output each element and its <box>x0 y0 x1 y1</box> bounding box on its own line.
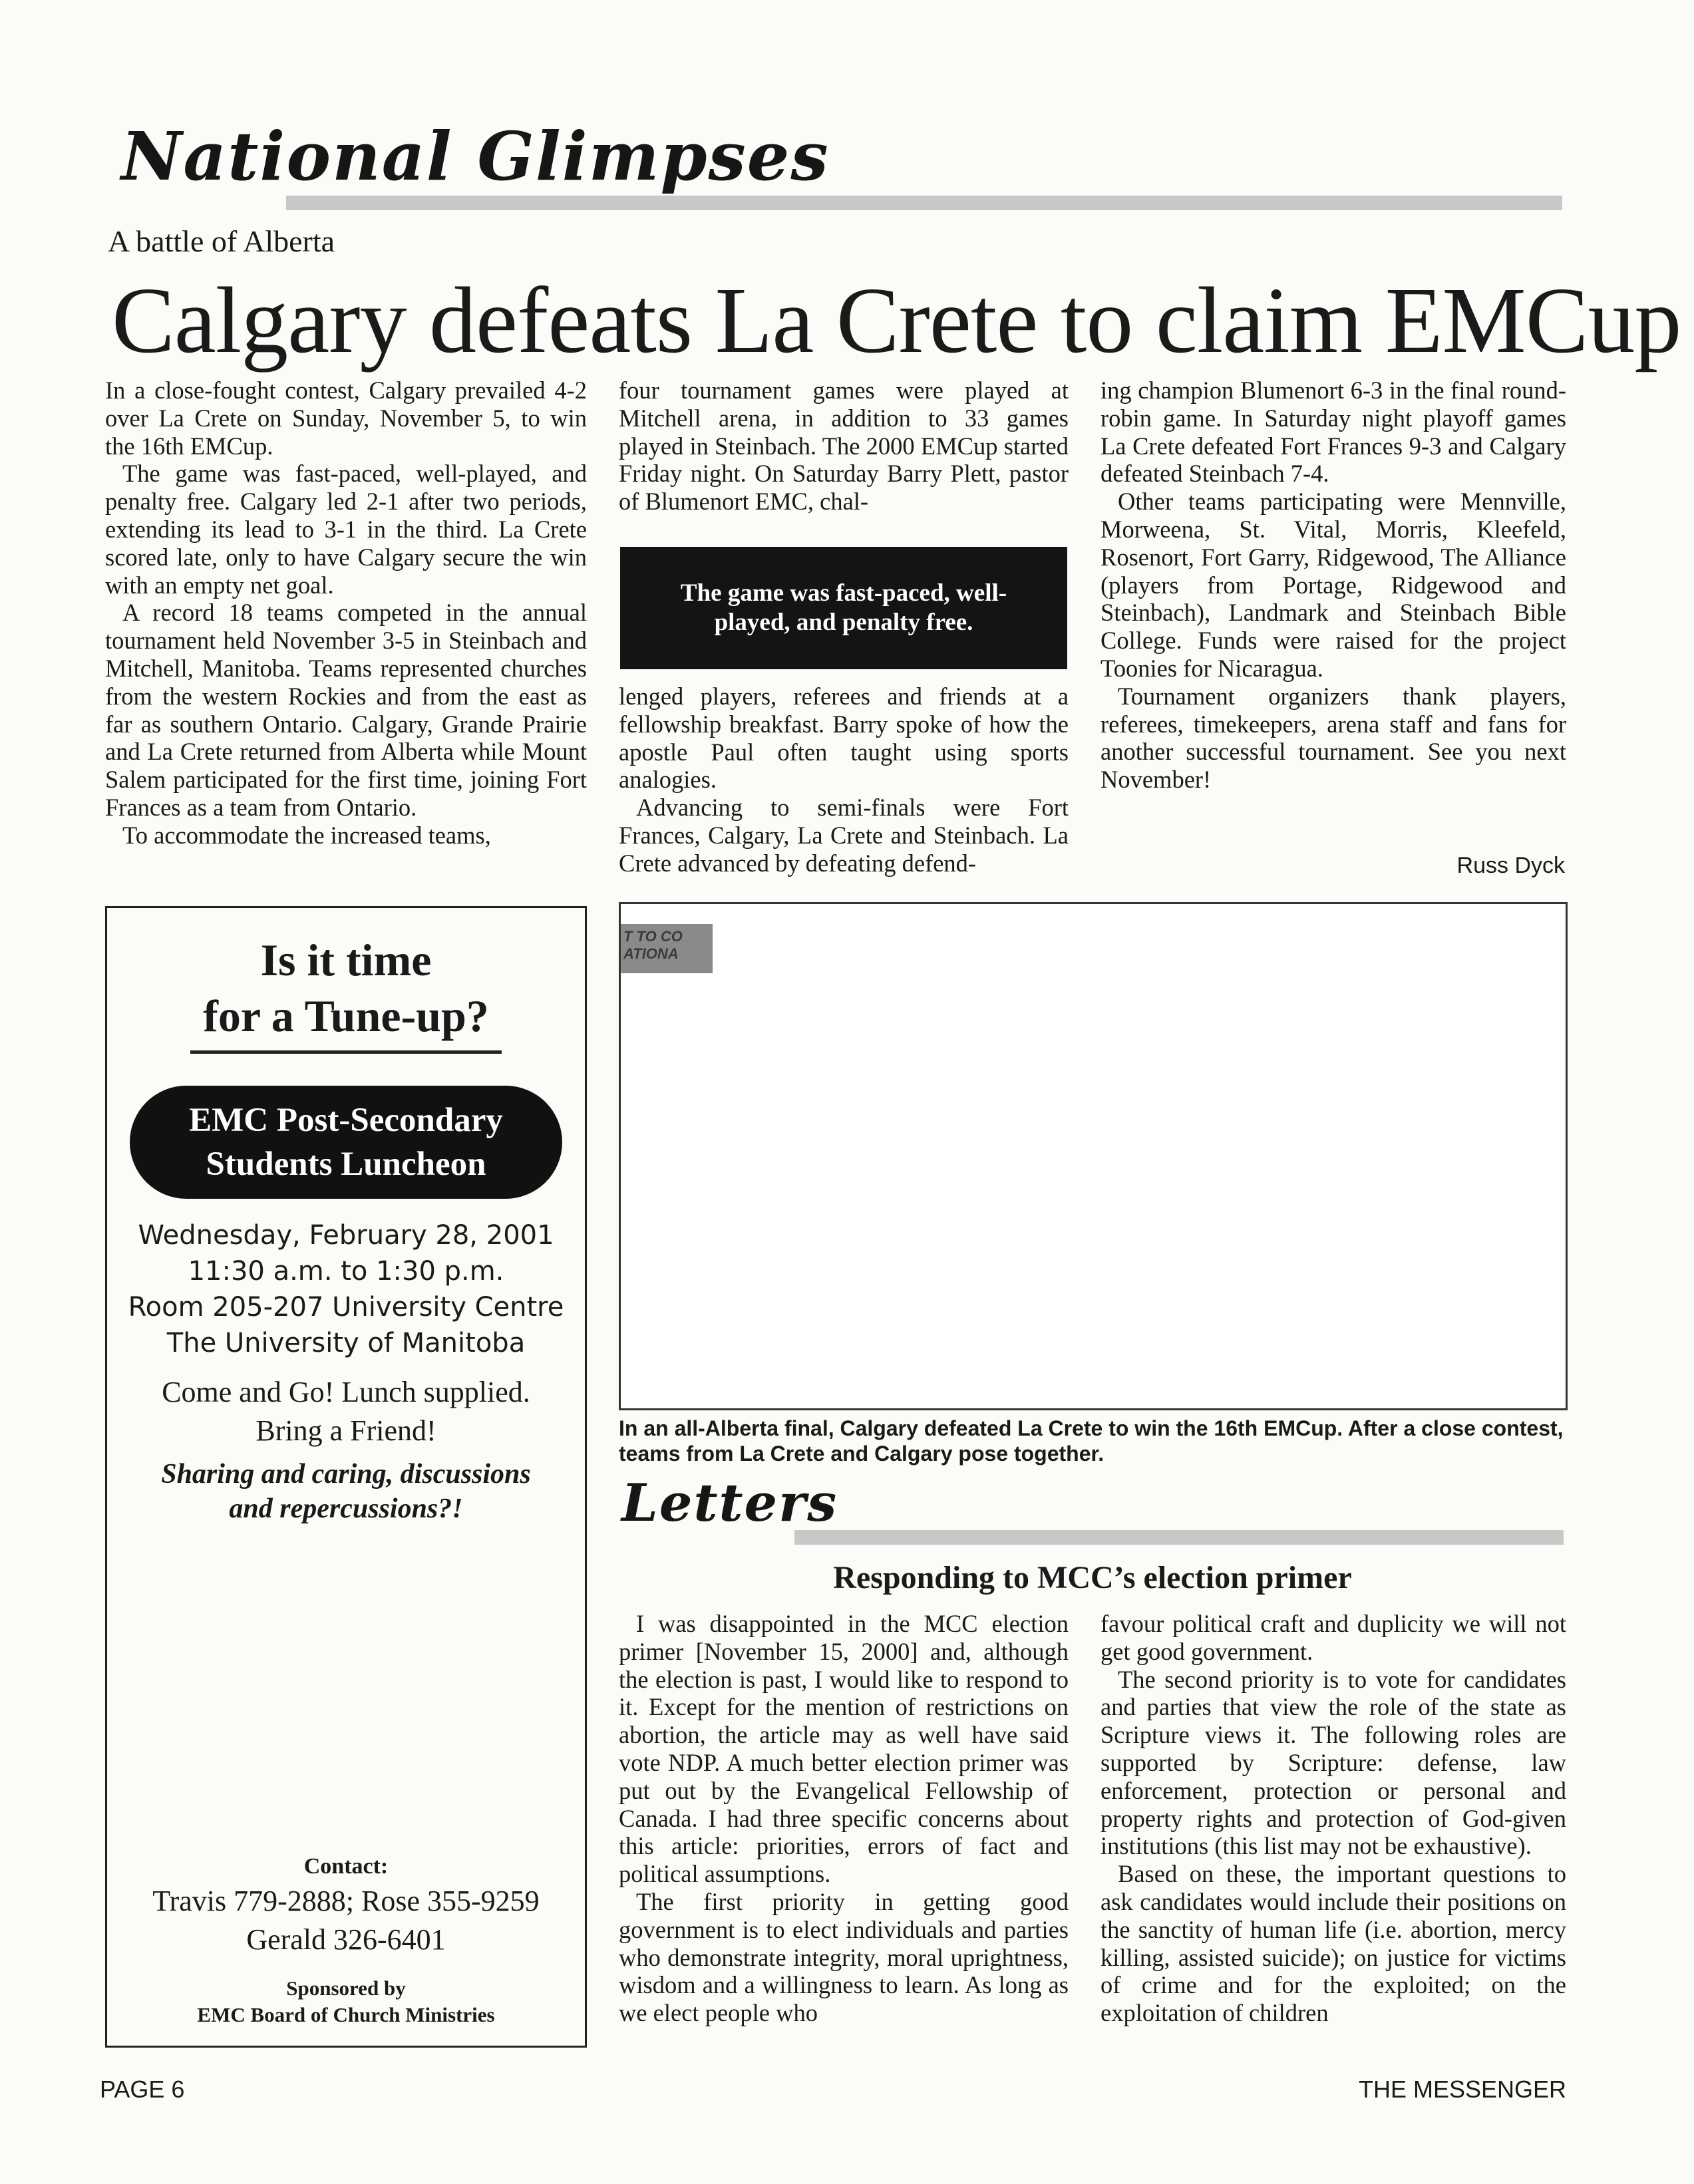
ad-title <box>107 932 585 1044</box>
paragraph: The second priority is to vote for candidates and parties that view the role of the state as Scripture views it. The following roles are supported by Scripture: defense, law enforcement, protection or personal and property rights and protection of God-given institutions (this list may not be exhaustive). <box>1101 1665 1566 1860</box>
section-title: National Glimpses <box>121 117 830 196</box>
ad-bring: Bring a Friend! <box>255 1414 436 1447</box>
ad-venue: The University of Manitoba <box>166 1328 526 1358</box>
ad-contact-label: Contact: <box>303 1854 389 1879</box>
section-rule <box>286 196 1562 210</box>
paragraph: Tournament organizers thank players, referees, timekeepers, arena staff and fans for another successful tournament. See you next November! <box>1101 682 1566 794</box>
article-column-3 <box>1101 377 1566 794</box>
ad-date: Wednesday, February 28, 2001 <box>138 1220 554 1251</box>
ad-title-line: for a Tune-up? <box>203 991 489 1041</box>
paragraph: Other teams participating were Mennville, Morweena, St. Vital, Morris, Kleefeld, Rosenort, Fort Garry, Ridgewood, The Alliance (players from Portage, Ridgewood and Steinbach), Landmark and Steinbach Bible College. Funds were raised for the project Toonies for Nicaragua. <box>1101 488 1566 682</box>
letter-column-1 <box>619 1610 1069 2027</box>
paragraph: favour political craft and duplicity we will not get good government. <box>1101 1610 1566 1665</box>
ad-invitation <box>107 1373 585 1450</box>
letters-headline: Responding to MCC’s election primer <box>833 1560 1352 1595</box>
paragraph: ing champion Blumenort 6-3 in the final round-robin game. In Saturday night playoff games La Crete defeated Fort Frances 9-3 and Calgary defeated Steinbach 7-4. <box>1101 377 1566 488</box>
paragraph: The first priority in getting good government is to elect individuals and parties who demonstrate integrity, moral uprightness, wisdom and a willingness to learn. As long as we elect people who <box>619 1887 1069 2027</box>
page-number: PAGE 6 <box>100 2076 185 2103</box>
ad-oval-line: EMC Post-Secondary <box>189 1102 503 1139</box>
ad-tagline <box>107 1457 585 1526</box>
paragraph: A record 18 teams competed in the annual tournament held November 3-5 in Steinbach and Mitchell, Manitoba. Teams represented churches from the western Rockies and from the east as far as southern Ontario. Calgary, Grande Prairie and La Crete returned from Alberta while Mount Salem participated for the first time, joining Fort Frances as a team from Ontario. <box>105 599 587 821</box>
ad-sponsor-label: Sponsored by <box>286 1976 406 2000</box>
ad-contact-line: Travis 779-2888; Rose 355-9259 <box>152 1885 540 1917</box>
paragraph: Advancing to semi-finals were Fort Frances, Calgary, La Crete and Steinbach. La Crete advanced by defeating defend- <box>619 794 1069 877</box>
ad-contact-line: Gerald 326-6401 <box>246 1923 446 1956</box>
byline: Russ Dyck <box>1456 853 1565 878</box>
headline: Calgary defeats La Crete to claim EMCup <box>112 267 1681 373</box>
ad-tagline-line: and repercussions?! <box>229 1493 463 1524</box>
ad-oval-banner <box>130 1086 562 1199</box>
ad-event-details <box>107 1217 585 1361</box>
luncheon-ad <box>105 906 587 2048</box>
ad-tagline-line: Sharing and caring, discussions <box>161 1459 531 1489</box>
pull-quote-text: The game was fast-paced, well-played, and penalty free. <box>680 579 1007 636</box>
photo-banner-fragment <box>621 924 713 973</box>
ad-time: 11:30 a.m. to 1:30 p.m. <box>188 1256 504 1287</box>
paragraph: four tournament games were played at Mitchell arena, in addition to 33 games played in Steinbach. The 2000 EMCup started Friday night. On Saturday Barry Plett, pastor of Blumenort EMC, chal- <box>619 377 1069 516</box>
paragraph: The game was fast-paced, well-played, and penalty free. Calgary led 2-1 after two periods, extending its lead to 3-1 in the third. La Crete scored late, only to have Calgary secure the win with an empty net goal. <box>105 460 587 599</box>
ad-title-line: Is it time <box>260 935 432 985</box>
kicker: A battle of Alberta <box>108 224 335 258</box>
publication-name: THE MESSENGER <box>1358 2076 1566 2103</box>
ad-oval-line: Students Luncheon <box>206 1146 486 1183</box>
letters-rule <box>794 1530 1564 1545</box>
pull-quote <box>620 547 1067 669</box>
paragraph: lenged players, referees and friends at a fellowship breakfast. Barry spoke of how the apostle Paul often taught using sports analogies. <box>619 683 1069 794</box>
paragraph: Based on these, the important questions to ask candidates would include their positions on the sanctity of human life (i.e. abortion, mercy killing, assisted suicide); on justice for victims of crime and for the exploited; on the exploitation of children <box>1101 1860 1566 2027</box>
article-column-1 <box>105 377 587 850</box>
photo-caption: In an all-Alberta final, Calgary defeated La Crete to win the 16th EMCup. After a close contest, teams from La Crete and Calgary pose together. <box>619 1416 1564 1466</box>
photo-fragment-line: ATIONA <box>623 945 679 962</box>
article-column-2-continued <box>619 683 1069 877</box>
letters-title: Letters <box>621 1473 838 1533</box>
paragraph: I was disappointed in the MCC election primer [November 15, 2000] and, although the election is past, I would like to respond to it. Except for the mention of restrictions on abortion, the article may as well have said vote NDP. A much better election primer was put out by the Evangelical Fellowship of Canada. I had three specific concerns about this article: priorities, errors of fact and political assumptions. <box>619 1610 1069 1888</box>
letter-column-2 <box>1101 1610 1566 2027</box>
ad-sponsor <box>107 1975 585 2028</box>
paragraph: In a close-fought contest, Calgary prevailed 4-2 over La Crete on Sunday, November 5, to win the 16th EMCup. <box>105 377 587 460</box>
team-photo <box>619 902 1568 1410</box>
ad-sponsor-name: EMC Board of Church Ministries <box>197 2003 495 2026</box>
photo-fragment-line: T TO CO <box>623 928 683 945</box>
ad-come: Come and Go! Lunch supplied. <box>162 1376 530 1408</box>
paragraph: To accommodate the increased teams, <box>122 821 491 849</box>
ad-contact <box>107 1851 585 1959</box>
ad-room: Room 205-207 University Centre <box>128 1292 564 1323</box>
article-column-2 <box>619 377 1069 516</box>
ad-title-rule <box>190 1050 502 1054</box>
